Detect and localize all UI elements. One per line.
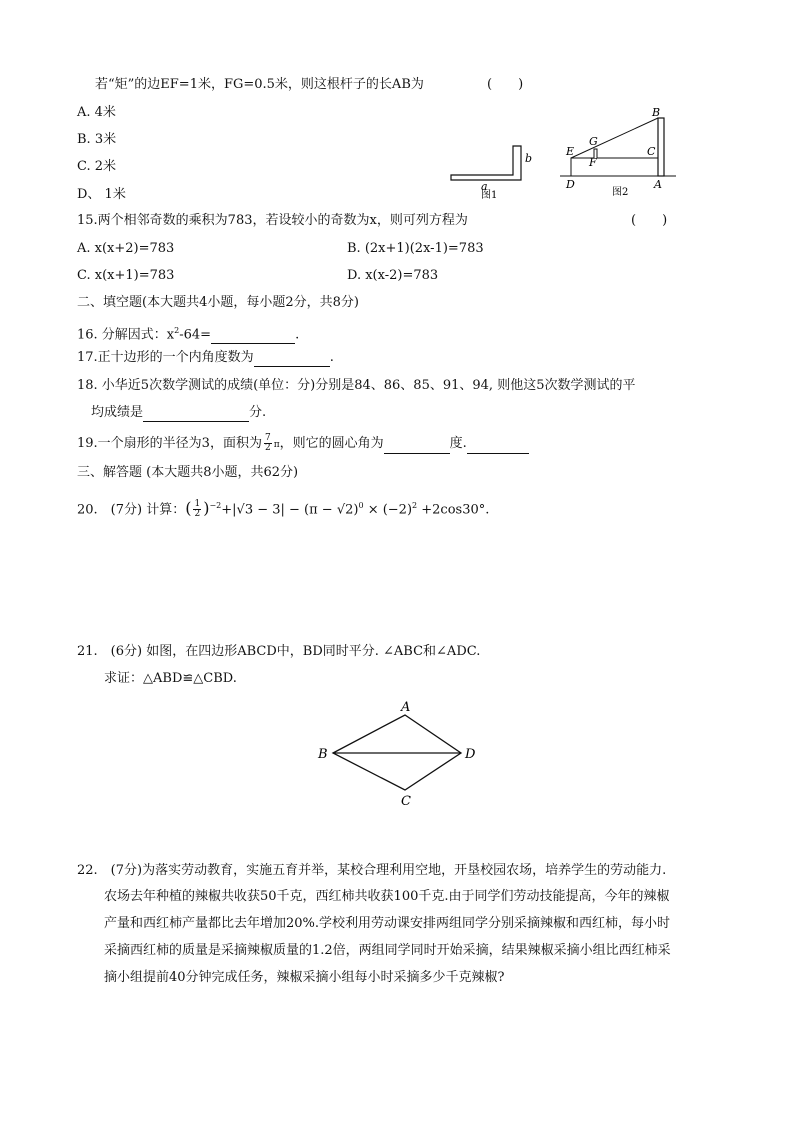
fig2-label-c: C <box>647 145 656 158</box>
q22-line-3: 产量和西红柿产量都比去年增加20%.学校利用劳动课安排两组同学分别采摘辣椒和西红柿，每小时 <box>104 916 671 931</box>
q19-answer-blank[interactable] <box>384 439 450 454</box>
q20-part3: × (−2) <box>363 502 413 518</box>
q19-pi: π <box>273 440 280 450</box>
q16-post: . <box>295 327 300 343</box>
q16-answer-blank[interactable] <box>211 329 295 344</box>
q19-extra-blank[interactable] <box>467 439 529 454</box>
fig2-label-e: E <box>566 145 575 158</box>
q20-part2: +|√3 − 3| − (π − √2) <box>221 502 359 518</box>
fig2-caption: 图2 <box>612 187 629 198</box>
q17-answer-blank[interactable] <box>254 352 330 367</box>
q18-post: 分. <box>249 405 267 420</box>
q14-stem <box>95 76 424 94</box>
fig2-label-b: B <box>652 106 661 119</box>
figure-1 <box>445 140 545 202</box>
q15-answer-paren: ( ) <box>631 213 668 228</box>
q21-quadrilateral-figure <box>312 696 488 812</box>
q14-option-d: D、 1米 <box>77 187 126 202</box>
q15-stem: 15.两个相邻奇数的乘积为783，若设较小的奇数为x，则可列方程为 <box>77 213 468 228</box>
q16-pre: 16. 分解因式：x <box>77 327 175 343</box>
q15-option-c: C. x(x+1)=783 <box>77 268 175 283</box>
q21-label-b: B <box>318 747 328 762</box>
q21-line-2: 求证：△ABD≌△CBD. <box>104 671 237 686</box>
q14-option-b: B. 3米 <box>77 132 117 147</box>
q19-pre: 19.一个扇形的半径为3，面积为 <box>77 436 262 451</box>
q21-label-c: C <box>401 794 411 809</box>
q21-label-d: D <box>465 747 476 762</box>
q21-line-1: 21. (6分) 如图，在四边形ABCD中，BD同时平分. ∠ABC和∠ADC. <box>77 644 481 659</box>
q15-option-b: B. (2x+1)(2x-1)=783 <box>347 241 484 256</box>
q15-option-d: D. x(x-2)=783 <box>347 268 439 283</box>
q22-line-5: 摘小组提前40分钟完成任务，辣椒采摘小组每小时采摘多少千克辣椒? <box>104 970 505 985</box>
q16-mid: -64= <box>179 327 212 343</box>
fig1-label-a: a <box>481 180 488 193</box>
q20: 20. (7分) 计算：( $\frac{1}{2}$ )$^{-2}+|√3 - 3| - (\pi - √2)^0 \times (-2)^2 +2\cos 30^\circ$. <box>77 498 490 520</box>
fig1-caption: 图1 <box>481 190 498 201</box>
section-2-heading: 二、填空题(本大题共4小题，每小题2分，共8分) <box>77 295 359 310</box>
fig1-label-b: b <box>525 152 533 165</box>
q17-post: . <box>329 350 334 365</box>
q18-line-2 <box>91 404 266 422</box>
fig2-label-d: D <box>566 178 575 191</box>
q15-option-a: A. x(x+2)=783 <box>77 241 175 256</box>
q20-exp2: 0 <box>358 501 364 510</box>
section-3-heading: 三、解答题 (本大题共8小题，共62分) <box>77 465 299 480</box>
q14-option-c: C. 2米 <box>77 159 117 174</box>
q18-pre: 均成绩是 <box>91 405 144 420</box>
figure-2 <box>558 104 683 198</box>
q19-mid: ，则它的圆心角为 <box>279 436 384 451</box>
q18-line-1: 18. 小华近5次数学测试的成绩(单位：分)分别是84、86、85、91、94, 则他这5次数学测试的平 <box>77 378 636 393</box>
fig2-label-a: A <box>654 178 662 191</box>
q16-exponent: 2 <box>174 326 180 335</box>
q14-answer-paren: ( ) <box>487 77 524 92</box>
q20-frac-num: 1 <box>194 499 201 510</box>
fig2-label-f: F <box>589 156 597 169</box>
q16 <box>77 322 299 344</box>
q20-label: 20. (7分) 计算： <box>77 502 186 518</box>
q22-line-2: 农场去年种植的辣椒共收获50千克，西红柿共收获100千克.由于同学们劳动技能提高，今年的辣椒 <box>104 889 670 904</box>
q20-frac-den: 2 <box>194 509 201 520</box>
q19-post: 度. <box>449 436 467 451</box>
fig2-label-g: G <box>589 135 598 148</box>
q19-frac-num: 7 <box>264 433 271 443</box>
q18-answer-blank[interactable] <box>143 407 249 422</box>
q21-label-a: A <box>401 700 411 715</box>
q17-pre: 17.正十边形的一个内角度数为 <box>77 350 254 365</box>
q20-fraction <box>193 500 201 519</box>
q14-option-a: A. 4米 <box>77 105 116 120</box>
q20-part4: +2cos30°. <box>417 502 490 518</box>
q17 <box>77 349 334 367</box>
q19 <box>77 434 529 454</box>
q20-exp1: −2 <box>209 501 222 510</box>
q19-frac-den: 2 <box>264 443 271 453</box>
q20-exp3: 2 <box>412 501 418 510</box>
q14-stem-text: 若“矩”的边EF=1米，FG=0.5米，则这根杆子的长AB为 <box>95 77 424 92</box>
q19-fraction <box>264 434 272 453</box>
q22-line-1: 22. (7分)为落实劳动教育，实施五育并举，某校合理利用空地，开垦校园农场，培养学生的劳动能力. <box>77 863 667 878</box>
q22-line-4: 采摘西红柿的质量是采摘辣椒质量的1.2倍，两组同学同时开始采摘，结果辣椒采摘小组比西红柿采 <box>104 943 671 958</box>
